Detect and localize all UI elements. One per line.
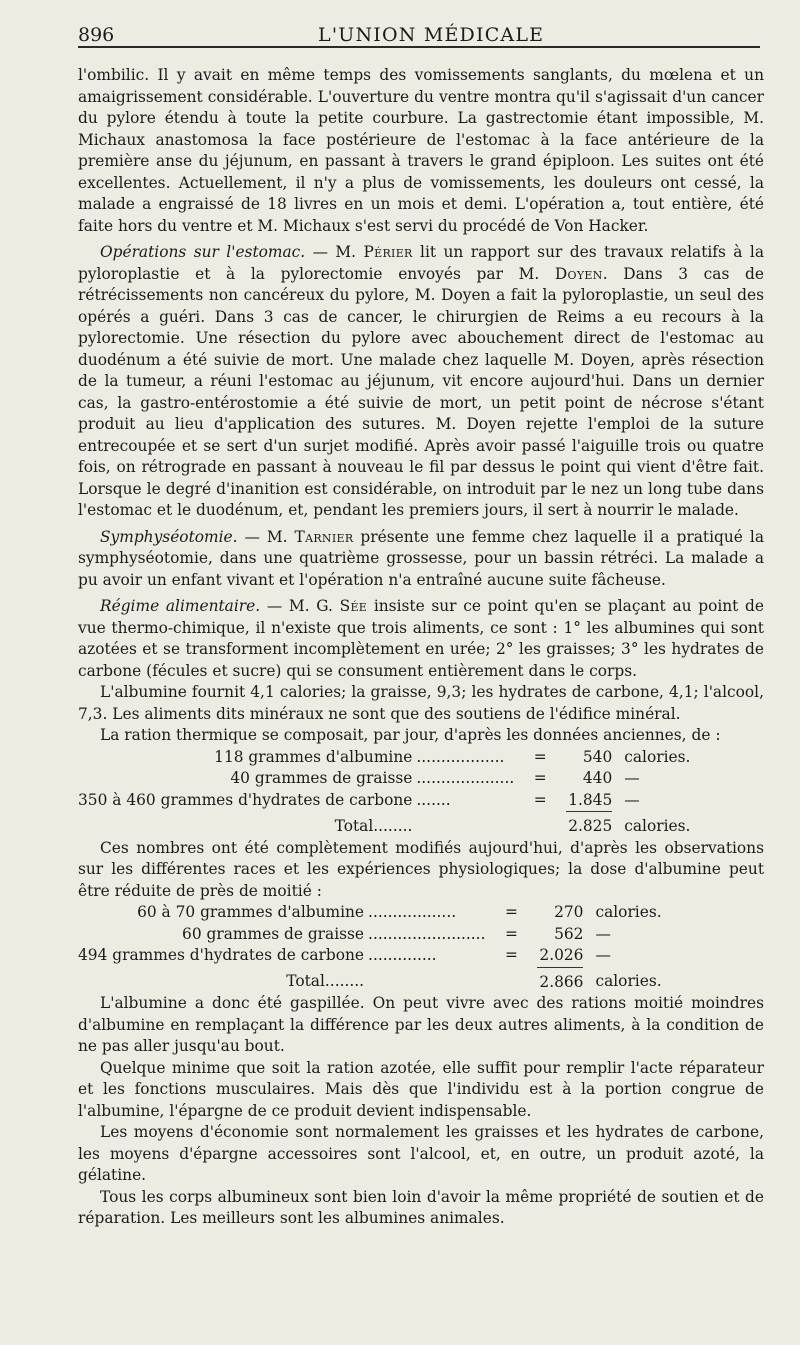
table-row: 118 grammes d'albumine .................. = 540 calories. [214, 747, 691, 766]
section-title-symphyseotomie: Symphyséotomie. [100, 527, 238, 546]
article-body [78, 48, 764, 1230]
paragraph-albumine-gaspillee: L'albumine a donc été gaspillée. On peut vivre avec des rations moitié moindres d'albumine en remplaçant la différence par les deux autres aliments, à la condition de ne pas aller jusqu'au bout. [78, 994, 764, 1055]
table-row: 60 à 70 grammes d'albumine .................. = 270 calories. [137, 903, 662, 921]
running-title: L'UNION MÉDICALE [318, 24, 545, 46]
page-header [78, 0, 760, 48]
paragraph-ration-intro: La ration thermique se composait, par jour, d'après les données anciennes, de : [100, 726, 721, 744]
table-total-row: Total........ 2.825 calories. [78, 812, 690, 838]
paragraph-moyens-economie: Les moyens d'économie sont normalement les graisses et les hydrates de carbone, les moyens d'épargne accessoires sont l'alcool, et, en outre, un produit azoté, la gélatine. [78, 1123, 764, 1184]
paragraph-corps-albumineux: Tous les corps albumineux sont bien loin d'avoir la même propriété de soutien et de réparation. Les meilleurs sont les albumines animales. [78, 1187, 764, 1227]
paragraph-operations-estomac: Opérations sur l'estomac. — M. Périer lit un rapport sur des travaux relatifs à la pyloroplastie et à la pylorectomie envoyés par M. Doyen. Dans 3 cas de rétrécissements non cancéreux du pylore, M. Doyen a fait la pyloroplastie, un seul des opérés a guéri. Dans 3 cas de cancer, le chirurgien de Reims a eu recours à la pylorectomie. Une résection du pylore avec abouchement direct de l'estomac au duodénum a été suivie de mort. Une malade chez laquelle M. Doyen, après résection de la tumeur, a réuni l'estomac au jéjunum, vit encore aujourd'hui. Dans un dernier cas, la gastro-entérostomie a été suivie de mort, un petit point de nécrose s'étant produit au lieu d'application des sutures. M. Doyen rejette l'emploi de la suture entrecoupée et se sert d'un surjet modifié. Après avoir passé l'aiguille trois ou quatre fois, on rétrograde en passant à nouveau le fil par dessus le point qui vient d'être fait. Lorsque le degré d'inanition est considérable, on introduit par le nez un long tube dans l'estomac et le duodénum, et, pendant les premiers jours, il sert à nourrir le malade. [78, 243, 764, 519]
paragraph-michaux: l'ombilic. Il y avait en même temps des vomissements sanglants, du mœlena et un amaigrissement considérable. L'ouverture du ventre montra qu'il s'agissait d'un cancer du pylore étendu à toute la petite courbure. La gastrectomie étant impossible, M. Michaux anastomosa la face postérieure de l'estomac à la face antérieure de la première anse du jéjunum, en passant à travers le grand épiploon. Les suites ont été excellentes. Actuellement, il n'y a plus de vomissements, les douleurs ont cessé, la malade a engraissé de 18 livres en un mois et demi. L'opération a, tout entière, été faite hors du ventre et M. Michaux s'est servi du procédé de Von Hacker. [78, 66, 764, 235]
paragraph-regime-alimentaire: Régime alimentaire. — M. G. Sée insiste sur ce point qu'en se plaçant au point de vue thermo-chimique, il n'existe que trois aliments, ce sont : 1° les albumines qui sont azotées et se transforment incomplètement en urée; 2° les graisses; 3° les hydrates de carbone (fécules et sucre) qui se consument entièrement dans le corps. [78, 597, 765, 680]
table-total-row: Total........ 2.866 calories. [78, 967, 662, 993]
author-name: Tarnier [294, 527, 354, 546]
section-title-operations: Opérations sur l'estomac. [100, 243, 306, 261]
ration-table-new [78, 902, 662, 993]
author-name: Doyen [554, 264, 603, 283]
paragraph-symphyseotomie: Symphyséotomie. — M. Tarnier présente une femme chez laquelle il a pratiqué la symphyséotomie, dans une quatrième grossesse, pour un bassin rétréci. La malade a pu avoir un enfant vivant et l'opération n'a entraîné aucune suite fâcheuse. [78, 527, 764, 589]
section-title-regime: Régime alimentaire. [100, 597, 261, 615]
table-row: 40 grammes de graisse .................... = 440 — [230, 769, 640, 787]
paragraph-ration-azotee: Quelque minime que soit la ration azotée, elle suffit pour remplir l'acte réparateur et les fonctions musculaires. Mais dès que l'individu est à la portion congrue de l'albumine, l'épargne de ce produit devient indispensable. [78, 1058, 764, 1120]
ration-table-old [78, 747, 690, 838]
author-name: Périer [363, 243, 413, 261]
page-number: 896 [78, 24, 115, 46]
table-row: 494 grammes d'hydrates de carbone .............. = 2.026 — [78, 946, 611, 965]
paragraph-nouvelles-donnees: Ces nombres ont été complètement modifiés aujourd'hui, d'après les observations sur les différentes races et les expériences physiologiques; la dose d'albumine peut être réduite de près de moitié : [78, 838, 764, 900]
table-row: 350 à 460 grammes d'hydrates de carbone ....... = 1.845 — [78, 790, 640, 809]
author-name: Sée [339, 597, 368, 615]
paragraph-calories: L'albumine fournit 4,1 calories; la graisse, 9,3; les hydrates de carbone, 4,1; l'alcool, 7,3. Les aliments dits minéraux ne sont que des soutiens de l'édifice minéral. [78, 683, 764, 723]
table-row: 60 grammes de graisse ........................ = 562 — [182, 924, 611, 943]
